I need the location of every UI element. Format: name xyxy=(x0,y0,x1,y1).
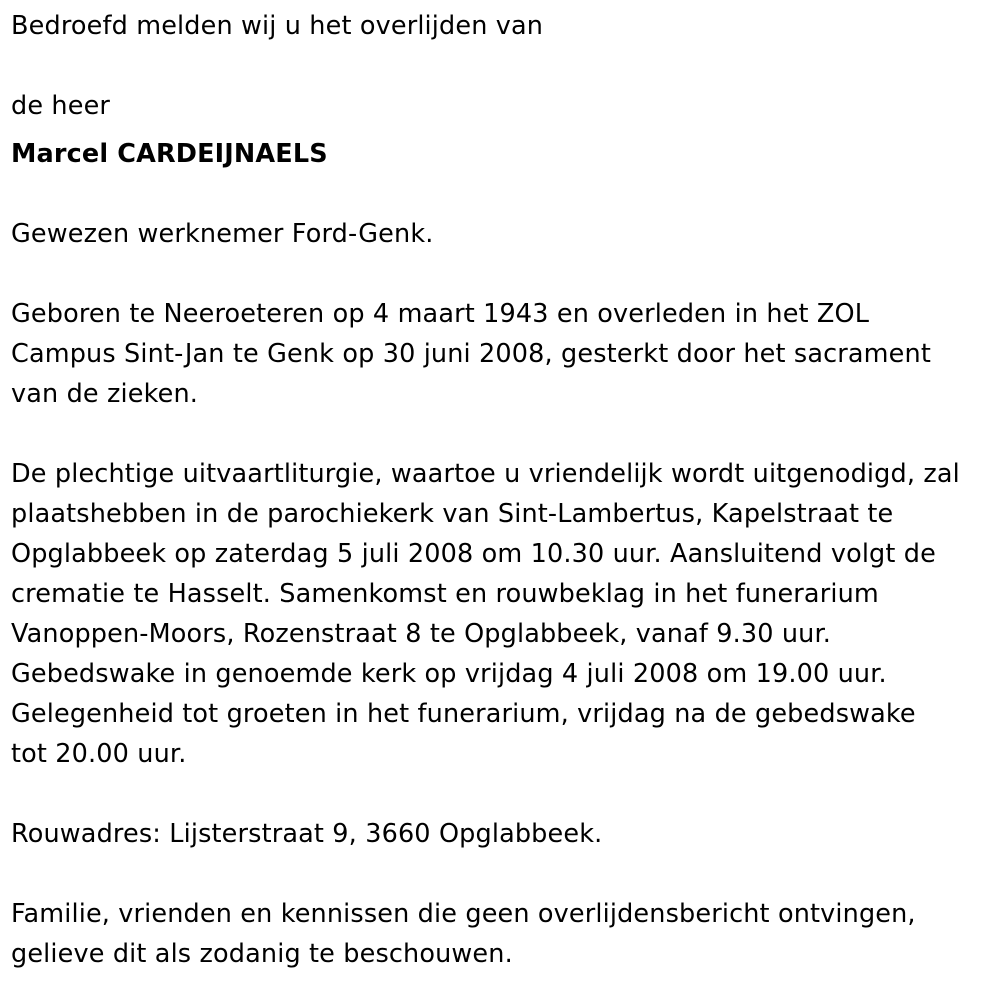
spacer xyxy=(11,774,996,814)
birth-death-paragraph xyxy=(11,294,996,414)
paragraph-line: van de zieken. xyxy=(11,379,199,409)
closing-paragraph xyxy=(11,894,996,974)
paragraph-line: plaatshebben in de parochiekerk van Sint-Lambertus, Kapelstraat te xyxy=(11,499,894,529)
paragraph-line: De plechtige uitvaartliturgie, waartoe u vriendelijk wordt uitgenodigd, zal xyxy=(11,459,960,489)
intro-text: Bedroefd melden wij u het overlijden van xyxy=(11,11,544,41)
paragraph-line: Familie, vrienden en kennissen die geen overlijdensbericht ontvingen, xyxy=(11,899,916,929)
spacer xyxy=(11,414,996,454)
paragraph-line: Opglabbeek op zaterdag 5 juli 2008 om 10.30 uur. Aansluitend volgt de xyxy=(11,539,936,569)
paragraph-line: Vanoppen-Moors, Rozenstraat 8 te Opglabbeek, vanaf 9.30 uur. xyxy=(11,619,832,649)
paragraph-line: Geboren te Neeroeteren op 4 maart 1943 en overleden in het ZOL xyxy=(11,299,870,329)
mourning-address: Rouwadres: Lijsterstraat 9, 3660 Opglabbeek. xyxy=(11,819,603,849)
paragraph-line: Gelegenheid tot groeten in het funerarium, vrijdag na de gebedswake xyxy=(11,699,916,729)
funeral-paragraph xyxy=(11,454,996,774)
spacer xyxy=(11,46,996,86)
paragraph-line: crematie te Hasselt. Samenkomst en rouwbeklag in het funerarium xyxy=(11,579,879,609)
death-notice xyxy=(11,6,996,974)
paragraph-line: gelieve dit als zodanig te beschouwen. xyxy=(11,939,513,969)
paragraph-line: tot 20.00 uur. xyxy=(11,739,187,769)
deceased-name: Marcel CARDEIJNAELS xyxy=(11,139,328,169)
spacer xyxy=(11,854,996,894)
spacer xyxy=(11,174,996,214)
occupation-text: Gewezen werknemer Ford-Genk. xyxy=(11,219,434,249)
paragraph-line: Campus Sint-Jan te Genk op 30 juni 2008, gesterkt door het sacrament xyxy=(11,339,931,369)
salutation: de heer xyxy=(11,91,111,121)
paragraph-line: Gebedswake in genoemde kerk op vrijdag 4 juli 2008 om 19.00 uur. xyxy=(11,659,887,689)
spacer xyxy=(11,254,996,294)
